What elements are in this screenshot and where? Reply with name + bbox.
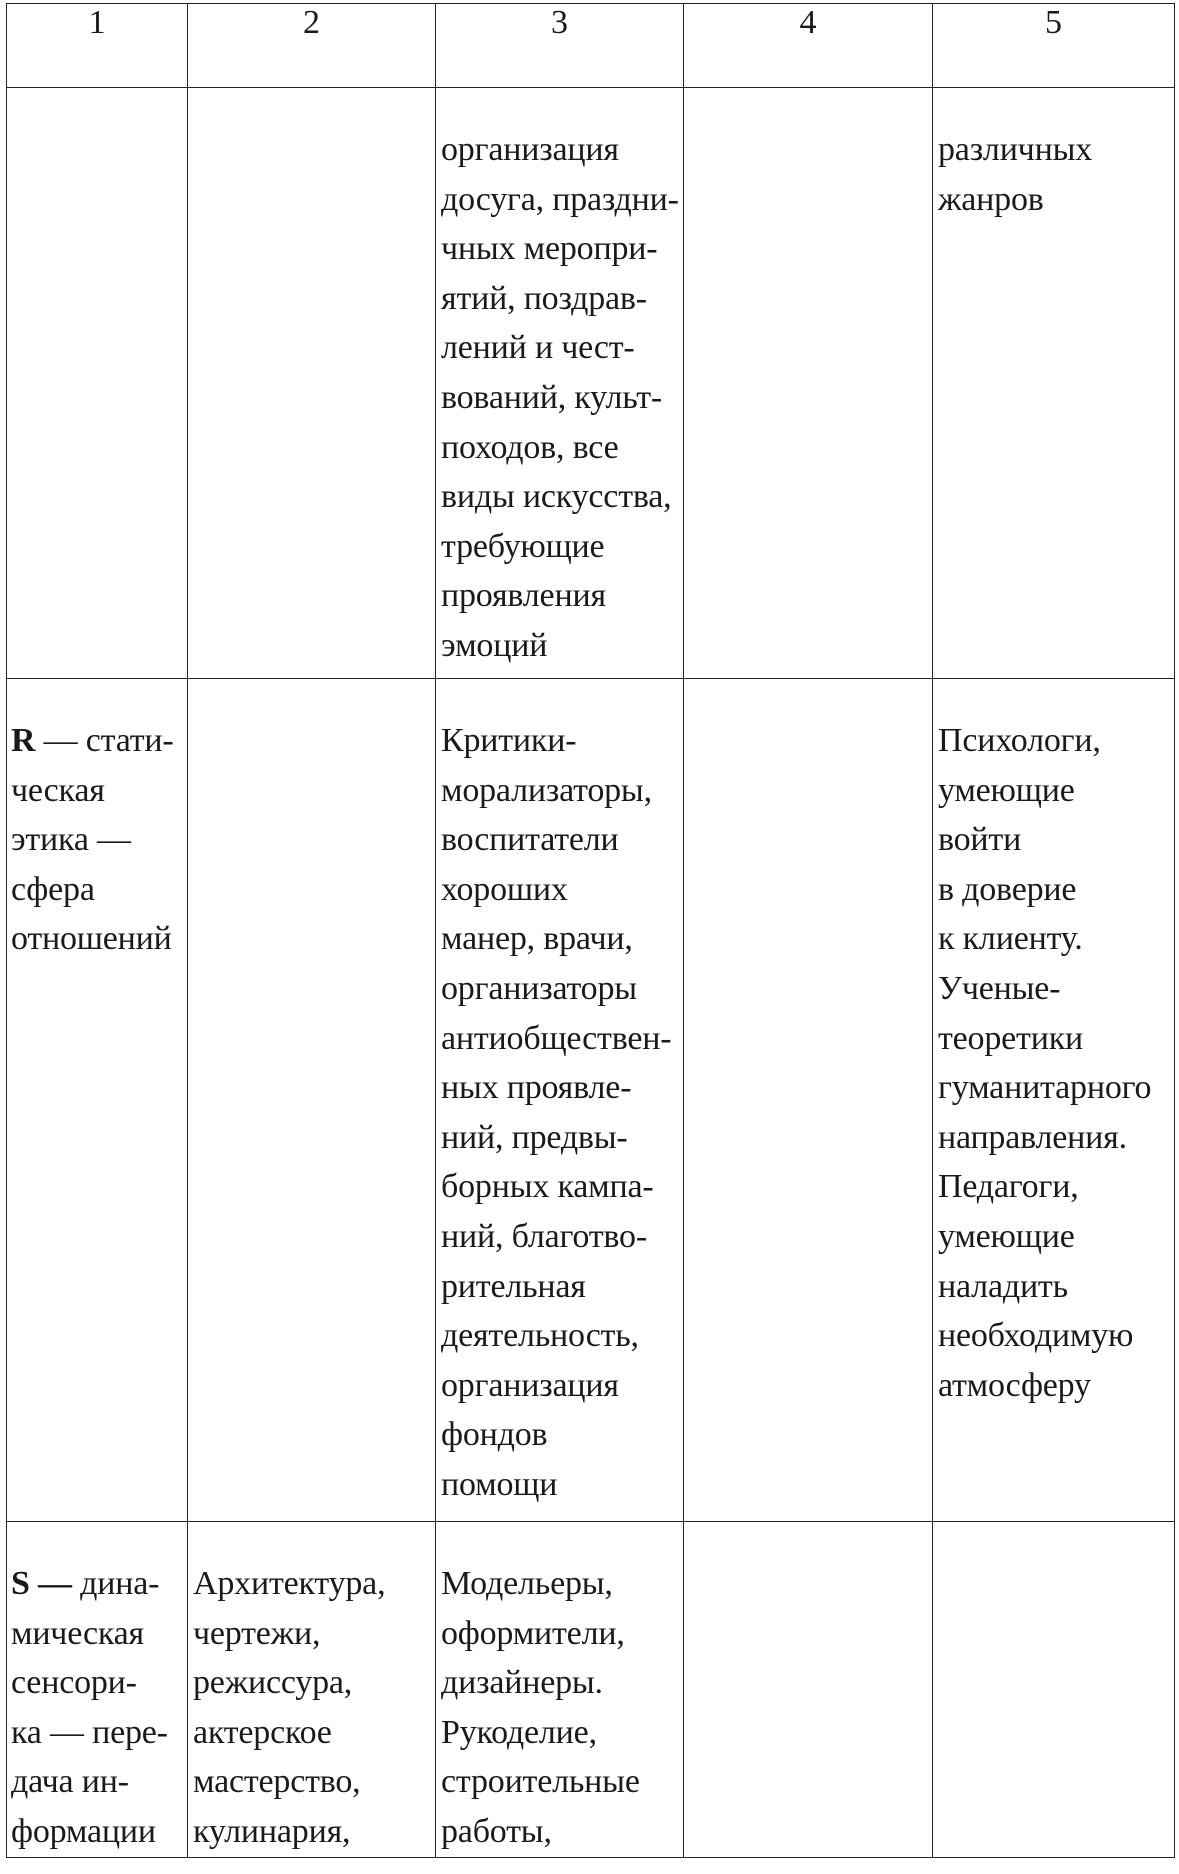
table-cell <box>188 88 436 679</box>
cell-text <box>933 1522 1174 1559</box>
cell-text: Архитектура, чертежи, режиссура, актерское мастерство, кулинария, <box>193 1565 386 1850</box>
table-row <box>7 679 1175 1522</box>
table-header-row <box>7 4 1175 88</box>
cell-text: Критики- морализаторы, воспитатели хороших манер, врачи, организаторы антиобществен- ных проявле- ний, предвы- борных кампа- ний, благотво- рительная деятельность, организация фондов помощи <box>441 722 672 1503</box>
table-cell <box>436 1522 684 1858</box>
cell-text: различных жанров <box>938 131 1093 218</box>
table-cell <box>7 1522 188 1858</box>
table-cell <box>933 679 1175 1522</box>
cell-text <box>7 1522 187 1857</box>
cell-text <box>188 679 435 716</box>
table-cell <box>933 88 1175 679</box>
table-cell <box>7 679 188 1522</box>
column-header: 2 <box>188 4 436 88</box>
cell-body-text: — стати- ческая этика — сфера отношений <box>11 722 174 958</box>
table-cell <box>436 88 684 679</box>
cell-lead-text: S — <box>11 1565 72 1602</box>
table-cell <box>436 679 684 1522</box>
table-row <box>7 88 1175 679</box>
cell-text <box>684 1522 932 1559</box>
column-header: 4 <box>684 4 933 88</box>
cell-text: организация досуга, праздни- чных меропри- ятий, поздрав- лений и чест- вований, культ- походов, все виды искусства, требующие проявления эмоций <box>441 131 679 664</box>
cell-text <box>188 88 435 125</box>
cell-text <box>684 679 932 716</box>
cell-text <box>684 88 932 125</box>
cell-text <box>7 88 187 125</box>
occupations-table <box>6 3 1175 1858</box>
table-cell <box>188 1522 436 1858</box>
table-cell <box>684 1522 933 1858</box>
table-cell <box>188 679 436 1522</box>
column-header: 5 <box>933 4 1175 88</box>
table-cell <box>7 88 188 679</box>
cell-text: Модельеры, оформители, дизайнеры. Рукоделие, строительные работы, <box>441 1565 640 1850</box>
table-row <box>7 1522 1175 1858</box>
column-header: 1 <box>7 4 188 88</box>
cell-lead-text: R <box>11 722 36 759</box>
table-cell <box>933 1522 1175 1858</box>
cell-text <box>7 679 187 964</box>
cell-body-text: дина- мическая сенсори- ка — пере- дача ин- формации <box>11 1565 168 1850</box>
table-cell <box>684 88 933 679</box>
column-header: 3 <box>436 4 684 88</box>
table-cell <box>684 679 933 1522</box>
cell-text: Психологи, умеющие войти в доверие к клиенту. Ученые- теоретики гуманитарного направления. Педагоги, умеющие наладить необходимую атмосферу <box>938 722 1152 1404</box>
